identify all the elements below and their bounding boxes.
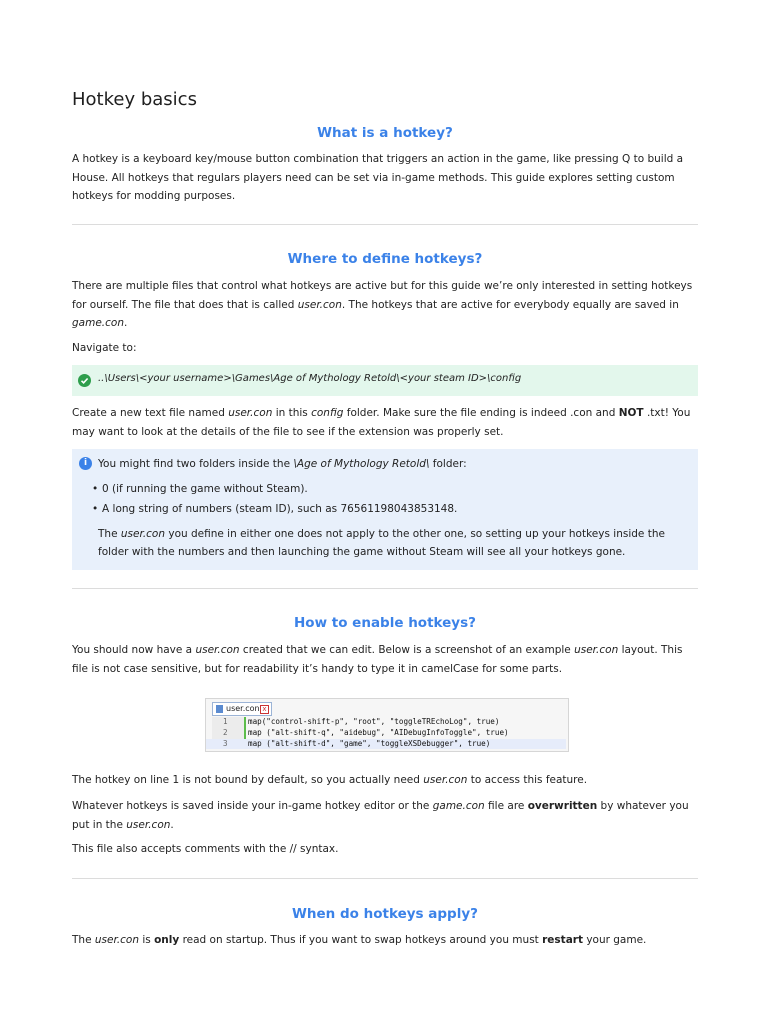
divider bbox=[72, 878, 698, 879]
paragraph-comments: This file also accepts comments with the // syntax. bbox=[72, 843, 339, 855]
editor-tab-label: user.con bbox=[226, 704, 260, 713]
heading-how-enable: How to enable hotkeys? bbox=[294, 615, 476, 631]
paragraph-what-is-hotkey: A hotkey is a keyboard key/mouse button combination that triggers an action in the game, like pressing Q to build a House. All hotkeys that regulars players need can be set via in-game methods. This guide explores setting custom hotkeys for modding purposes. bbox=[72, 153, 684, 202]
close-icon: x bbox=[260, 705, 269, 714]
divider bbox=[72, 588, 698, 589]
info-bullet: • A long string of numbers (steam ID), such as 76561198043853148. bbox=[102, 500, 457, 518]
paragraph-overwritten: Whatever hotkeys is saved inside your in-game hotkey editor or the game.con file are overwritten by whatever you put in the user.con. bbox=[72, 800, 689, 831]
editor-tab bbox=[212, 702, 272, 716]
check-circle-icon bbox=[78, 374, 91, 387]
heading-when-apply: When do hotkeys apply? bbox=[292, 906, 478, 922]
path-callout bbox=[72, 365, 698, 396]
info-bullet: • 0 (if running the game without Steam). bbox=[102, 480, 308, 498]
paragraph-when-apply: The user.con is only read on startup. Thus if you want to swap hotkeys around you must restart your game. bbox=[72, 934, 647, 946]
info-intro: You might find two folders inside the \Age of Mythology Retold\ folder: bbox=[98, 458, 467, 470]
navigate-label: Navigate to: bbox=[72, 342, 137, 354]
page-title: Hotkey basics bbox=[72, 89, 197, 110]
code-line: 2 map ("alt-shift-q", "aidebug", "AIDebugInfoToggle", true) bbox=[223, 728, 509, 737]
code-line: 1 map("control-shift-p", "root", "toggleTREchoLog", true) bbox=[223, 717, 500, 726]
info-callout bbox=[72, 449, 698, 570]
heading-what-is-hotkey: What is a hotkey? bbox=[317, 125, 453, 141]
paragraph-line-one: The hotkey on line 1 is not bound by default, so you actually need user.con to access this feature. bbox=[72, 774, 588, 786]
code-line: 3 map ("alt-shift-d", "game", "toggleXSDebugger", true) bbox=[206, 739, 566, 749]
config-path: ..\Users\<your username>\Games\Age of Mythology Retold\<your steam ID>\config bbox=[98, 373, 522, 384]
heading-where-define: Where to define hotkeys? bbox=[287, 251, 483, 267]
info-icon: i bbox=[79, 457, 92, 470]
paragraph-create-file: Create a new text file named user.con in this config folder. Make sure the file ending is indeed .con and NOT .txt! You may want to look at the details of the file to see if the extension was properly set. bbox=[72, 407, 691, 438]
paragraph-where-files: There are multiple files that control what hotkeys are active but for this guide we’re only interested in setting hotkeys for ourself. The file that does that is called user.con. The hotkeys that are active for everybody equally are saved in game.con. bbox=[72, 280, 693, 329]
code-screenshot bbox=[205, 698, 569, 752]
info-note: The user.con you define in either one does not apply to the other one, so setting up your hotkeys inside the folder with the numbers and then launching the game without Steam will see all your hotkeys gone. bbox=[98, 528, 665, 558]
file-icon bbox=[216, 705, 223, 713]
paragraph-how-intro: You should now have a user.con created that we can edit. Below is a screenshot of an example user.con layout. This file is not case sensitive, but for readability it’s handy to type it in camelCase for some parts. bbox=[72, 644, 683, 675]
divider bbox=[72, 224, 698, 225]
